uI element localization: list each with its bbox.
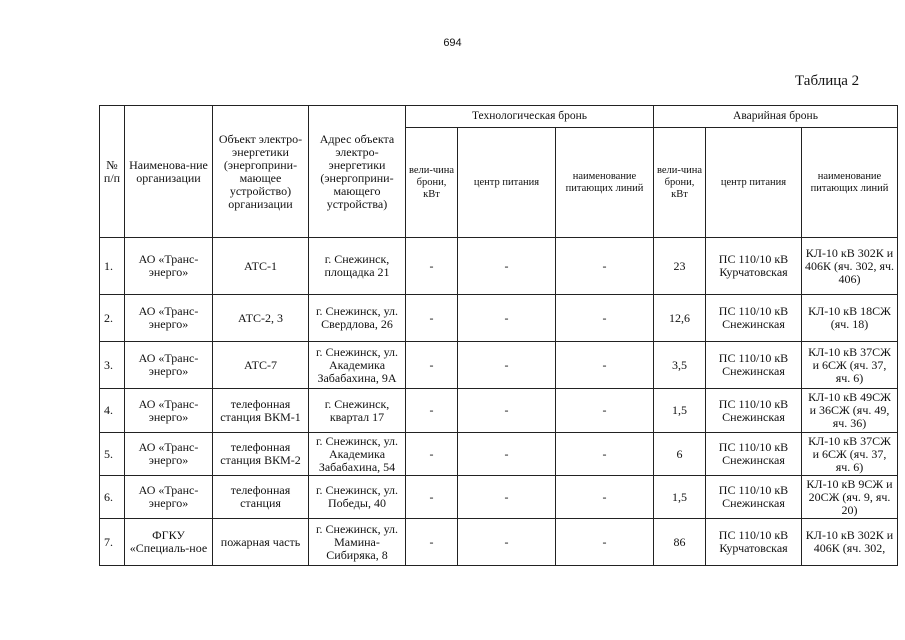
cell-org: АО «Транс-энерго» — [125, 476, 213, 519]
header-address: Адрес объекта электро-энергетики (энергоприни-мающего устройства) — [309, 106, 406, 238]
cell-em-size: 23 — [654, 238, 706, 295]
cell-org: АО «Транс-энерго» — [125, 433, 213, 476]
cell-tech-center: - — [458, 519, 556, 566]
cell-num: 7. — [100, 519, 125, 566]
header-tech-center: центр питания — [458, 128, 556, 238]
cell-address: г. Снежинск, ул. Мамина-Сибиряка, 8 — [309, 519, 406, 566]
cell-em-lines: КЛ-10 кВ 37СЖ и 6СЖ (яч. 37, яч. 6) — [802, 342, 898, 389]
table-row — [100, 389, 898, 433]
table-caption: Таблица 2 — [795, 73, 860, 89]
header-num: № п/п — [100, 106, 125, 238]
cell-address: г. Снежинск, ул. Свердлова, 26 — [309, 295, 406, 342]
cell-em-lines: КЛ-10 кВ 37СЖ и 6СЖ (яч. 37, яч. 6) — [802, 433, 898, 476]
cell-org: АО «Транс-энерго» — [125, 389, 213, 433]
cell-em-lines: КЛ-10 кВ 18СЖ (яч. 18) — [802, 295, 898, 342]
cell-em-size: 86 — [654, 519, 706, 566]
cell-address: г. Снежинск, ул. Академика Забабахина, 54 — [309, 433, 406, 476]
cell-tech-center: - — [458, 342, 556, 389]
cell-num: 4. — [100, 389, 125, 433]
cell-address: г. Снежинск, ул. Академика Забабахина, 9А — [309, 342, 406, 389]
cell-tech-center: - — [458, 389, 556, 433]
header-org-name: Наименова-ние организации — [125, 106, 213, 238]
cell-em-center: ПС 110/10 кВ Снежинская — [706, 295, 802, 342]
table-row — [100, 295, 898, 342]
cell-tech-lines: - — [556, 342, 654, 389]
cell-em-size: 1,5 — [654, 476, 706, 519]
cell-org: АО «Транс-энерго» — [125, 342, 213, 389]
cell-address: г. Снежинск, квартал 17 — [309, 389, 406, 433]
cell-tech-size: - — [406, 389, 458, 433]
cell-org: ФГКУ «Специаль-ное — [125, 519, 213, 566]
cell-org: АО «Транс-энерго» — [125, 295, 213, 342]
cell-em-size: 1,5 — [654, 389, 706, 433]
header-em-lines: наименование питающих линий — [802, 128, 898, 238]
cell-tech-lines: - — [556, 519, 654, 566]
cell-tech-lines: - — [556, 433, 654, 476]
reserve-table — [99, 105, 898, 566]
cell-org: АО «Транс-энерго» — [125, 238, 213, 295]
cell-tech-center: - — [458, 476, 556, 519]
table-row — [100, 476, 898, 519]
cell-object: телефонная станция — [213, 476, 309, 519]
header-em-size: вели-чина брони, кВт — [654, 128, 706, 238]
cell-tech-center: - — [458, 295, 556, 342]
cell-em-size: 6 — [654, 433, 706, 476]
cell-object: АТС-7 — [213, 342, 309, 389]
table-row — [100, 433, 898, 476]
cell-num: 2. — [100, 295, 125, 342]
table-row — [100, 519, 898, 566]
cell-em-lines: КЛ-10 кВ 49СЖ и 36СЖ (яч. 49, яч. 36) — [802, 389, 898, 433]
cell-em-lines: КЛ-10 кВ 302К и 406К (яч. 302, яч. 406) — [802, 238, 898, 295]
cell-object: телефонная станция ВКМ-1 — [213, 389, 309, 433]
header-object: Объект электро-энергетики (энергоприни-мающее устройство) организации — [213, 106, 309, 238]
cell-tech-size: - — [406, 476, 458, 519]
header-em-center: центр питания — [706, 128, 802, 238]
header-emergency-reserve: Аварийная бронь — [654, 106, 898, 128]
cell-num: 3. — [100, 342, 125, 389]
cell-num: 5. — [100, 433, 125, 476]
page-number: 694 — [443, 37, 462, 49]
cell-object: пожарная часть — [213, 519, 309, 566]
cell-tech-center: - — [458, 433, 556, 476]
cell-tech-size: - — [406, 295, 458, 342]
table-row — [100, 238, 898, 295]
cell-object: телефонная станция ВКМ-2 — [213, 433, 309, 476]
cell-em-size: 12,6 — [654, 295, 706, 342]
cell-tech-lines: - — [556, 389, 654, 433]
cell-tech-size: - — [406, 433, 458, 476]
cell-tech-size: - — [406, 342, 458, 389]
header-tech-reserve: Технологическая бронь — [406, 106, 654, 128]
cell-num: 6. — [100, 476, 125, 519]
header-tech-size: вели-чина брони, кВт — [406, 128, 458, 238]
cell-tech-lines: - — [556, 238, 654, 295]
cell-em-center: ПС 110/10 кВ Снежинская — [706, 389, 802, 433]
cell-em-size: 3,5 — [654, 342, 706, 389]
cell-tech-lines: - — [556, 295, 654, 342]
cell-object: АТС-2, 3 — [213, 295, 309, 342]
cell-address: г. Снежинск, ул. Победы, 40 — [309, 476, 406, 519]
cell-em-center: ПС 110/10 кВ Снежинская — [706, 433, 802, 476]
cell-tech-lines: - — [556, 476, 654, 519]
cell-em-center: ПС 110/10 кВ Снежинская — [706, 476, 802, 519]
cell-tech-size: - — [406, 238, 458, 295]
cell-em-center: ПС 110/10 кВ Снежинская — [706, 342, 802, 389]
cell-num: 1. — [100, 238, 125, 295]
cell-em-center: ПС 110/10 кВ Курчатовская — [706, 238, 802, 295]
cell-em-center: ПС 110/10 кВ Курчатовская — [706, 519, 802, 566]
header-tech-lines: наименование питающих линий — [556, 128, 654, 238]
table-row — [100, 342, 898, 389]
cell-em-lines: КЛ-10 кВ 9СЖ и 20СЖ (яч. 9, яч. 20) — [802, 476, 898, 519]
cell-address: г. Снежинск, площадка 21 — [309, 238, 406, 295]
cell-tech-size: - — [406, 519, 458, 566]
cell-em-lines: КЛ-10 кВ 302К и 406К (яч. 302, — [802, 519, 898, 566]
cell-tech-center: - — [458, 238, 556, 295]
cell-object: АТС-1 — [213, 238, 309, 295]
